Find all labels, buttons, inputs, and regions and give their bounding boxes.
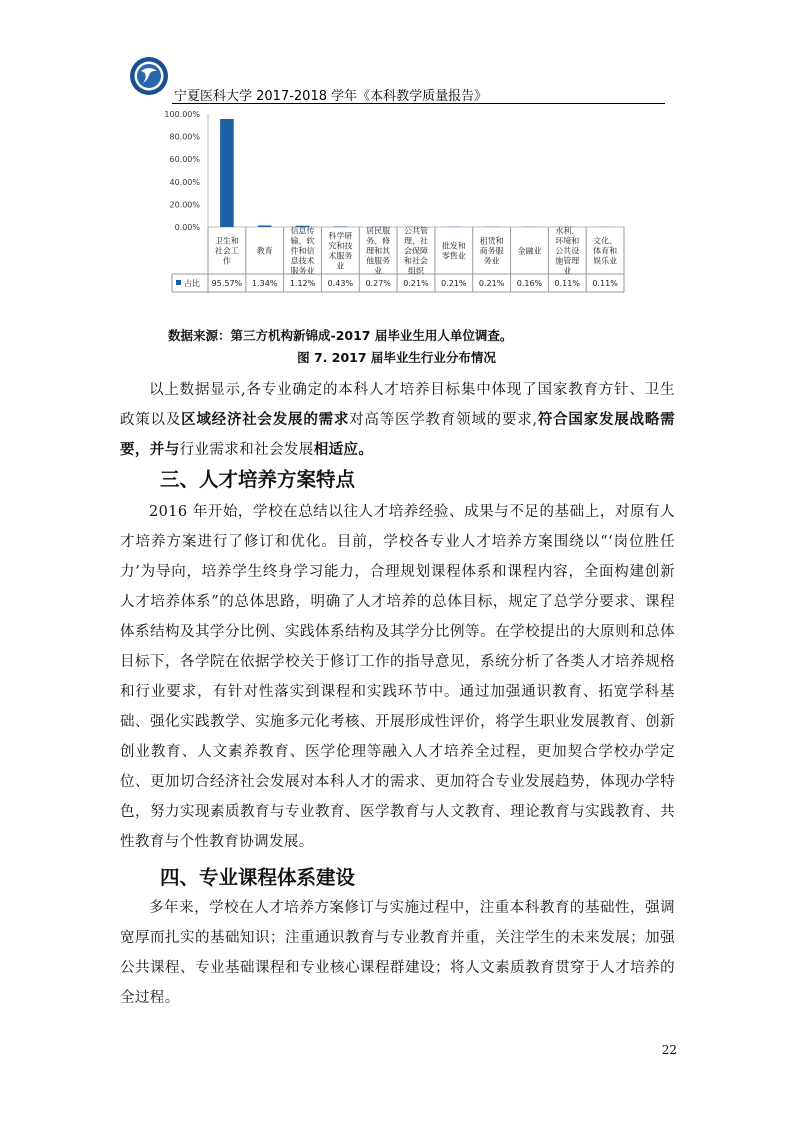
x-tick-label: 水利、: [555, 226, 580, 236]
x-tick-label: 务业: [483, 256, 500, 266]
x-tick-label: 商务服: [479, 246, 504, 256]
x-tick-label: 公共管: [404, 226, 428, 236]
legend-swatch: [176, 280, 181, 285]
summary-paragraph-block: [120, 375, 675, 465]
y-tick-label: 0.00%: [174, 223, 200, 232]
x-tick-label: 究和技: [328, 241, 353, 251]
data-source-note: 数据来源：第三方机构新锦成-2017 届毕业生用人单位调查。: [168, 328, 513, 343]
x-tick-label: 业: [563, 266, 572, 276]
summary-bold-1: 区域经济社会发展的需求: [181, 411, 350, 428]
y-tick-label: 20.00%: [169, 200, 200, 210]
x-tick-label: 批发和: [441, 241, 466, 251]
x-tick-label: 卫生和: [214, 236, 239, 246]
section-4-paragraph: 多年来，学校在人才培养方案修订与实施过程中，注重本科教育的基础性，强调宽厚而扎实的基础知识；注重通识教育与专业教育并重，关注学生的未来发展；加强公共课程、专业基础课程和专业核心课程群建设；将人文素质教育贯穿于人才培养的全过程。: [120, 900, 675, 1006]
x-tick-label: 信息传: [290, 226, 315, 236]
x-tick-label: 件和信: [290, 246, 315, 256]
y-tick-label: 60.00%: [169, 155, 200, 165]
legend-label: 占比: [184, 279, 200, 288]
section-3-body: [120, 497, 675, 857]
x-tick-label: 科学研: [328, 231, 353, 241]
x-tick-label: 零售业: [441, 251, 466, 261]
x-tick-label: 金融业: [517, 246, 542, 256]
bar: [258, 225, 272, 227]
data-label: 1.34%: [252, 279, 278, 288]
summary-text-3: 行业需求和社会发展: [179, 442, 314, 458]
x-tick-label: 居民服: [366, 226, 391, 236]
industry-distribution-chart: [158, 106, 628, 306]
x-tick-label: 组织: [408, 266, 424, 276]
x-tick-label: 术服务: [328, 251, 353, 261]
chart-svg: [158, 106, 628, 306]
x-tick-label: 文化、: [593, 236, 618, 246]
x-tick-label: 他服务: [366, 256, 391, 266]
x-tick-label: 租赁和: [479, 236, 504, 246]
bar: [220, 119, 234, 227]
data-label: 0.11%: [592, 279, 618, 288]
data-label: 0.16%: [516, 279, 543, 288]
data-label: 0.21%: [403, 279, 429, 288]
summary-bold-2: 符合国家发展战略需要，并与: [120, 411, 675, 458]
header-divider: [172, 103, 665, 104]
page-number: 22: [661, 1043, 677, 1057]
x-tick-label: 务、修: [366, 236, 391, 246]
data-label: 0.11%: [554, 279, 580, 288]
y-tick-label: 80.00%: [169, 132, 200, 142]
section-3-paragraph: 2016 年开始，学校在总结以往人才培养经验、成果与不足的基础上，对原有人才培养方案进行了修订和优化。目前，学校各专业人才培养方案围绕以“‘岗位胜任力’为导向，培养学生终身学习能力，合理规划课程体系和课程内容，全面构建创新人才培养体系”的总体思路，明确了人才培养的总体目标，规定了总学分要求、课程体系结构及其学分比例、实践体系结构及其学分比例等。在学校提出的大原则和总体目标下，各学院在依据学校关于修订工作的指导意见，系统分析了各类人才培养规格和行业要求，有针对性落实到课程和实践环节中。通过加强通识教育、拓宽学科基础、强化实践教学、实施多元化考核、开展形成性评价，将学生职业发展教育、创新创业教育、人文素养教育、医学伦理等融入人才培养全过程，更加契合学校办学定位、更加切合经济社会发展对本科人才的需求、更加符合专业发展趋势，体现办学特色，努力实现素质教育与专业教育、医学教育与人文教育、理论教育与实践教育、共性教育与个性教育协调发展。: [120, 504, 675, 850]
x-tick-label: 公共设: [555, 246, 580, 256]
x-tick-label: 业: [336, 261, 345, 271]
x-tick-label: 理和其: [366, 246, 391, 256]
data-label: 0.43%: [327, 279, 354, 288]
x-tick-label: 息技术: [290, 256, 315, 266]
x-tick-label: 和社会: [404, 256, 428, 266]
x-tick-label: 施管理: [555, 256, 580, 266]
y-tick-label: 100.00%: [164, 110, 200, 119]
data-label: 0.21%: [441, 279, 467, 288]
summary-text-1: 以上数据显示,各专业确定的本科人才培养目标集中体现了国家教育方针、卫生政策以及: [120, 382, 675, 428]
x-tick-label: 作: [222, 256, 231, 266]
y-tick-label: 40.00%: [169, 177, 200, 187]
header-title: 宁夏医科大学 2017-2018 学年《本科教学质量报告》: [174, 89, 488, 104]
x-tick-label: 业: [374, 266, 383, 276]
x-tick-label: 理、社: [404, 236, 428, 246]
data-label: 1.12%: [289, 279, 316, 288]
x-tick-label: 环境和: [555, 236, 580, 246]
summary-paragraph: [120, 375, 675, 465]
x-tick-label: 社会工: [214, 246, 239, 256]
section-4-heading: 四、专业课程体系建设: [160, 866, 356, 889]
x-tick-label: 教育: [256, 246, 273, 256]
data-label: 0.21%: [478, 279, 505, 288]
x-tick-label: 体育和: [593, 246, 618, 256]
summary-bold-3: 相适应。: [313, 441, 374, 458]
x-tick-label: 服务业: [290, 266, 315, 276]
section-3-heading: 三、人才培养方案特点: [160, 468, 356, 491]
figure-caption: 图 7. 2017 届毕业生行业分布情况: [297, 350, 496, 365]
x-tick-label: 娱乐业: [593, 256, 618, 266]
data-label: 0.27%: [365, 279, 391, 288]
summary-text-2: 对高等医学教育领域的要求,: [349, 412, 538, 428]
data-label: 95.57%: [211, 279, 243, 288]
x-tick-label: 输、软: [290, 236, 315, 246]
x-tick-label: 会保障: [404, 246, 428, 256]
section-4-body: [120, 893, 675, 1013]
university-logo: [129, 56, 169, 96]
